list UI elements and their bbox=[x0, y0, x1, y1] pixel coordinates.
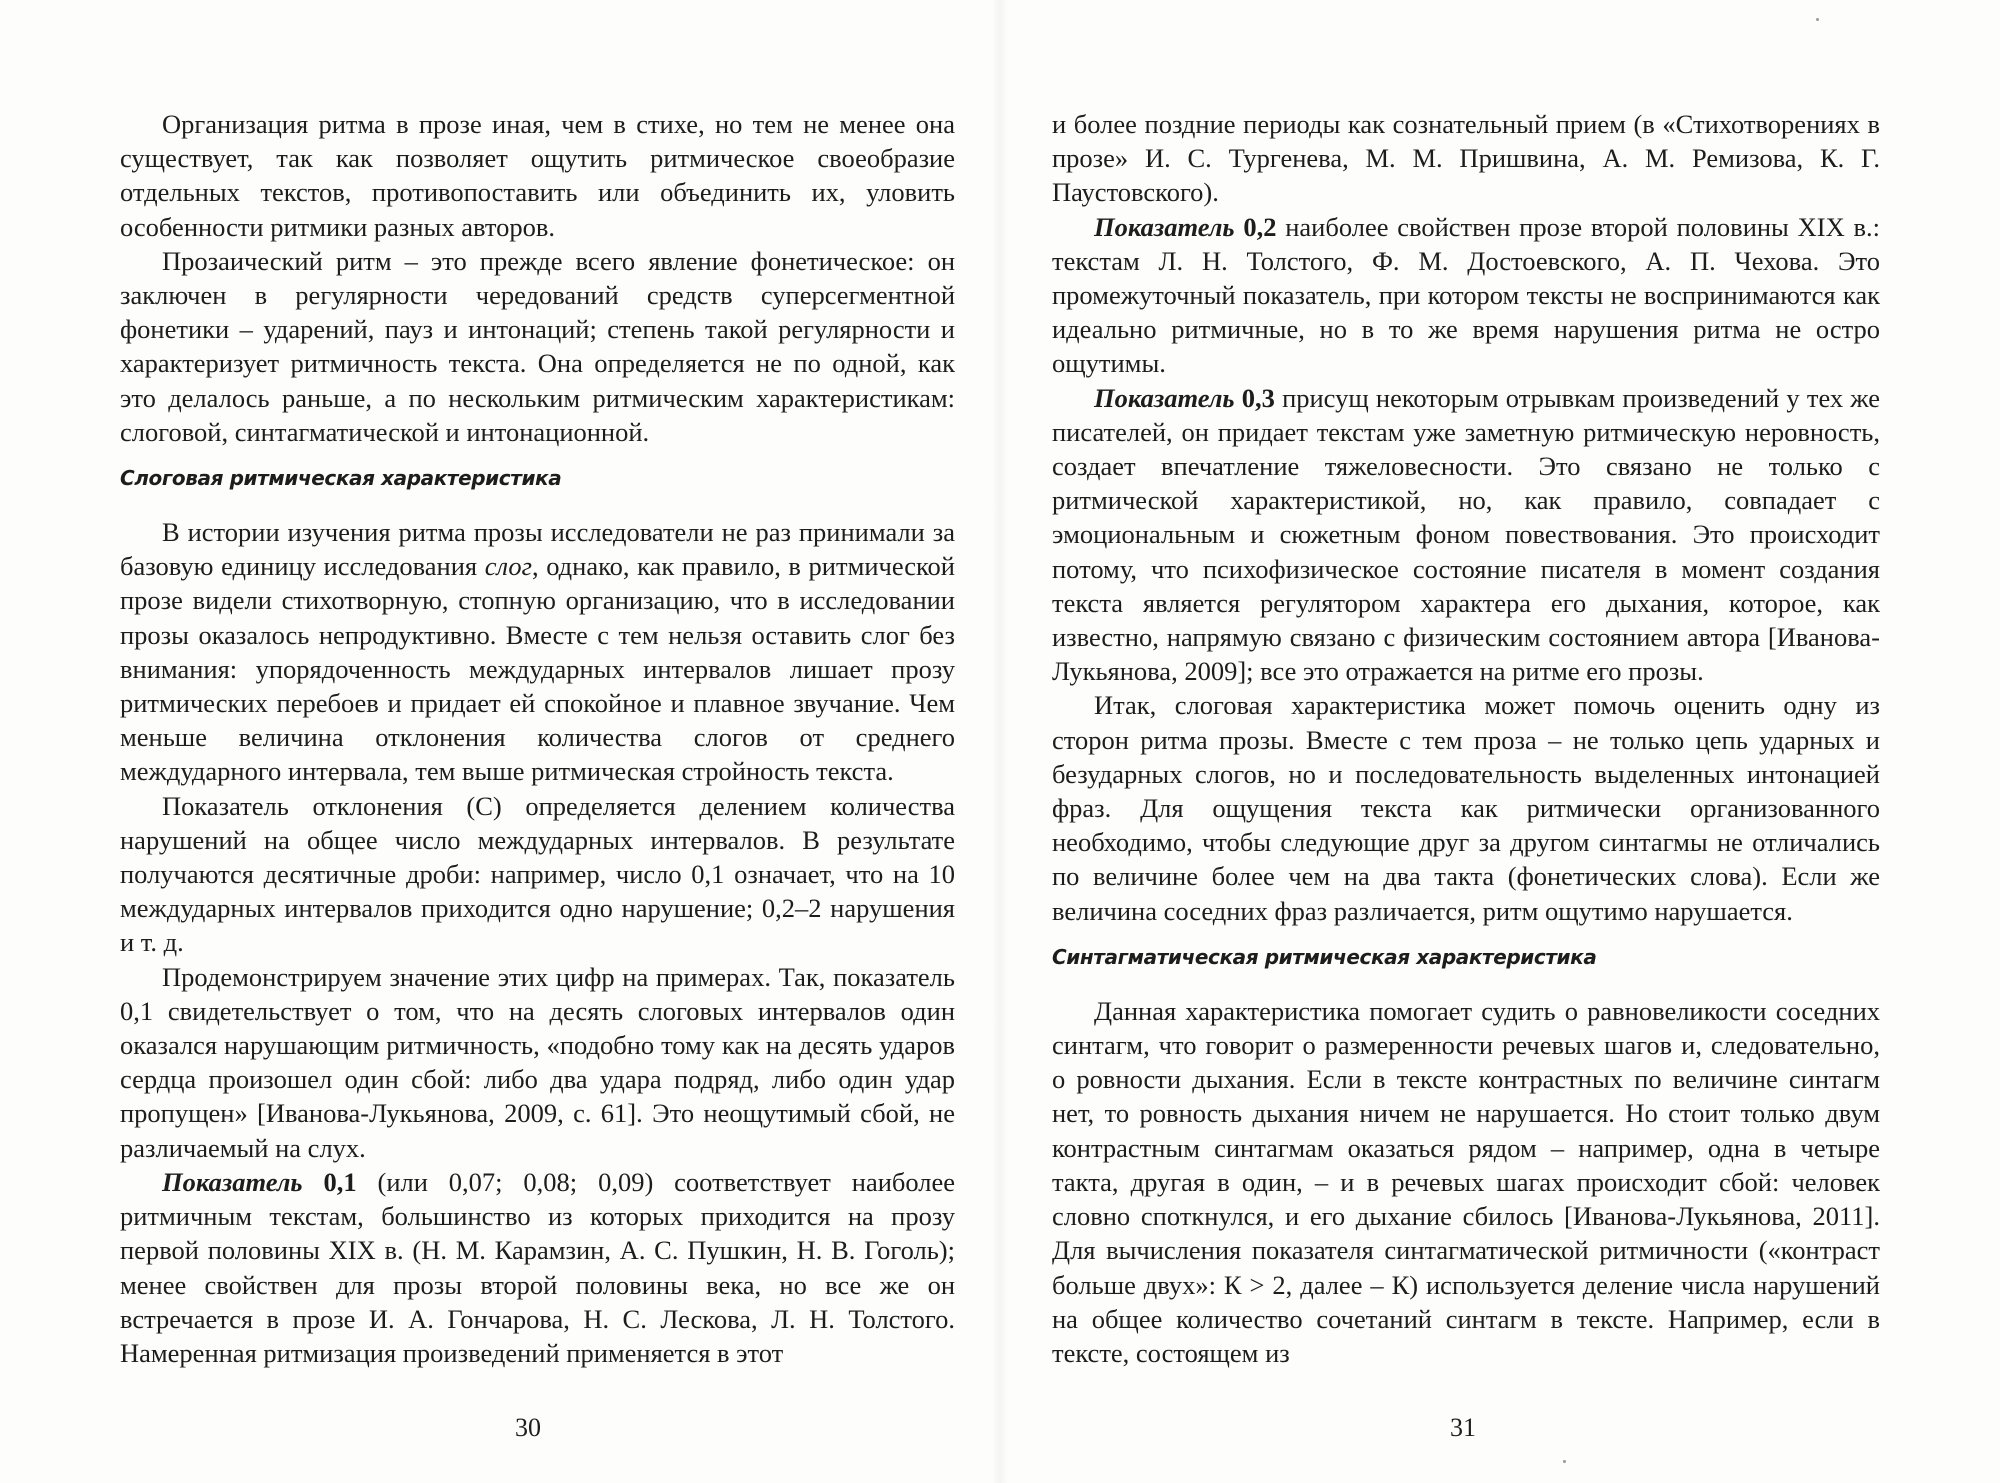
paragraph: Прозаический ритм – это прежде всего явление фонетическое: он заключен в регулярности чередований средств суперсегментной фонетики – ударений, пауз и интонаций; степень такой регулярности и характеризует ритмичность текста. Она определяется не по одной, как это делалось раньше, а по нескольким ритмическим характеристикам: слоговой, синтагматической и интонационной. bbox=[120, 245, 955, 447]
indicator-value: 0,1 bbox=[323, 1166, 357, 1197]
indicator-label: Показатель bbox=[1094, 211, 1235, 242]
paragraph: Показатель отклонения (С) определяется делением количества нарушений на общее число междударных интервалов. В результате получаются десятичные дроби: например, число 0,1 означает, что на 10 междударных интервалов приходится одно нарушение; 0,2–2 нарушения и т. д. bbox=[120, 790, 955, 958]
left-page-text bbox=[120, 107, 955, 1370]
section-heading: Слоговая ритмическая характеристика bbox=[120, 466, 562, 491]
indicator-value: 0,2 bbox=[1243, 211, 1277, 242]
paragraph: Показатель 0,1 (или 0,07; 0,08; 0,09) соответствует наиболее ритмичным текстам, большинство из которых приходится на прозу первой половины XIX в. (Н. М. Карамзин, А. С. Пушкин, Н. В. Гоголь); менее свойствен для прозы второй половины века, но все же он встречается в прозе И. А. Гончарова, Н. С. Лескова, Л. Н. Толстого. Намеренная ритмизация произведений применяется в этот bbox=[120, 1166, 956, 1368]
section-heading: Синтагматическая ритмическая характеристика bbox=[1052, 944, 1597, 969]
scan-speck bbox=[1563, 1460, 1566, 1463]
indicator-value: 0,3 bbox=[1241, 382, 1275, 413]
paragraph: и более поздние периоды как сознательный прием (в «Стихотворениях в прозе» И. С. Тургенева, М. М. Пришвина, А. М. Ремизова, К. Г. Паустовского). bbox=[1052, 109, 1880, 208]
page-number: 30 bbox=[515, 1413, 541, 1442]
indicator-label: Показатель bbox=[1094, 382, 1235, 413]
paragraph: Организация ритма в прозе иная, чем в стихе, но тем не менее она существует, так как позволяет ощутить ритмическое своеобразие отдельных текстов, противопоставить или объединить их, уловить особенности ритмики разных авторов. bbox=[120, 109, 955, 242]
right-page bbox=[1000, 0, 2000, 1483]
page-number: 31 bbox=[1450, 1413, 1476, 1442]
paragraph: Итак, слоговая характеристика может помочь оценить одну из сторон ритма прозы. Вместе с тем проза – не только цепь ударных и безударных слогов, но и последовательность выделенных интонацией фраз. Для ощущения текста как ритмически организованного необходимо, чтобы следующие друг за другом синтагмы не отличались по величине более чем на два такта (фонетических слова). Если же величина соседних фраз различается, ритм ощутимо нарушается. bbox=[1052, 690, 1880, 926]
right-page-text bbox=[1052, 107, 1880, 1370]
paragraph: В истории изучения ритма прозы исследователи не раз принимали за базовую единицу исследования слог, однако, как правило, в ритмической прозе видели стихотворную, стопную организацию, что в исследовании прозы оказалось непродуктивно. Вместе с тем нельзя оставить слог без внимания: упорядоченность междударных интервалов лишает прозу ритмических перебоев и придает ей спокойное и плавное звучание. Чем меньше величина отклонения количества слогов от среднего междударного интервала, тем выше ритмическая стройность текста. bbox=[120, 517, 955, 787]
paragraph: Показатель 0,2 наиболее свойствен прозе второй половины XIX в.: текстам Л. Н. Толстого, Ф. М. Достоевского, А. П. Чехова. Это промежуточный показатель, при котором тексты не воспринимаются как идеально ритмичные, но в то же время нарушения ритма не остро ощутимы. bbox=[1052, 211, 1880, 379]
scan-speck bbox=[1816, 18, 1819, 21]
italic-term: слог bbox=[484, 551, 532, 582]
paragraph: Данная характеристика помогает судить о равновеликости соседних синтагм, что говорит о размеренности речевых шагов и, следовательно, о ровности дыхания. Если в тексте контрастных по величине синтагм нет, то ровность дыхания ничем не нарушается. Но стоит только двум контрастным синтагмам оказаться рядом – например, одна в четыре такта, другая в один, – и в речевых шагах происходит сбой: человек словно споткнулся, и его дыхание сбилось [Иванова-Лукьянова, 2011]. Для вычисления показателя синтагматической ритмичности («контраст больше двух»: К > 2, далее – К) используется деление числа нарушений на общее количество сочетаний синтагм в тексте. Например, если в тексте, состоящем из bbox=[1052, 995, 1880, 1368]
paragraph: Продемонстрируем значение этих цифр на примерах. Так, показатель 0,1 свидетельствует о том, что на десять слоговых интервалов один оказался нарушающим ритмичность, «подобно тому как на десять ударов сердца произошел один сбой: либо два удара подряд, либо один удар пропущен» [Иванова-Лукьянова, 2009, с. 61]. Это неощутимый сбой, не различаемый на слух. bbox=[120, 961, 955, 1163]
indicator-label: Показатель bbox=[162, 1166, 303, 1197]
paragraph: Показатель 0,3 присущ некоторым отрывкам произведений у тех же писателей, он придает текстам уже заметную ритмическую неровность, создает впечатление тяжеловесности. Это связано не только с ритмической характеристикой, но, как правило, совпадает с эмоциональным и сюжетным фоном повествования. Это происходит потому, что психофизическое состояние писателя в момент создания текста является регулятором характера его дыхания, которое, как известно, напрямую связано с физическим состоянием автора [Иванова-Лукьянова, 2009]; все это отражается на ритме его прозы. bbox=[1052, 382, 1881, 687]
